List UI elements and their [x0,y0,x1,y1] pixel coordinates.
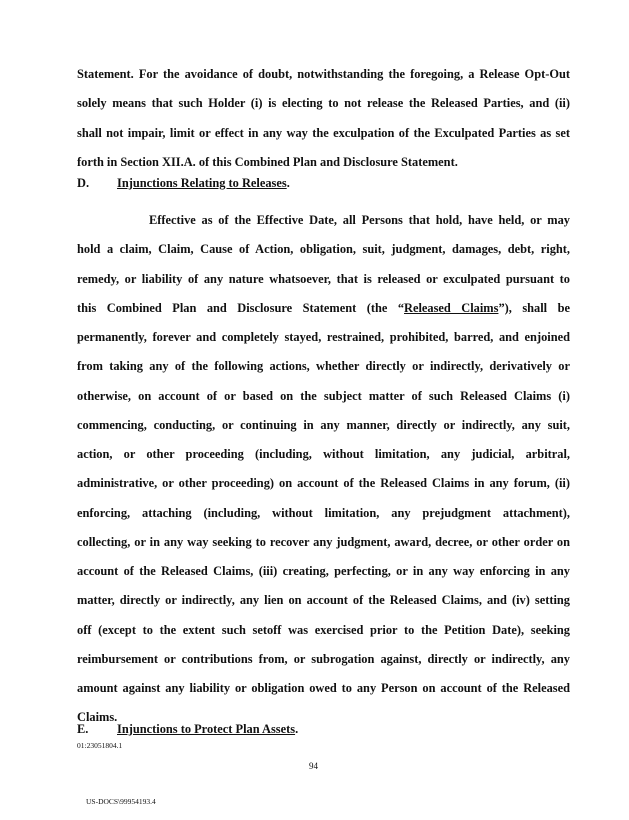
paragraph-2-line: collecting, or in any way seeking to recover any judgment, award, decree, or other order on [77,534,570,549]
paragraph-2-line: remedy, or liability of any nature whatsoever, that is released or exculpated pursuant to [77,271,570,286]
paragraph-2-line-text: this Combined Plan and Disclosure Statement (the “ [77,300,405,315]
paragraph-1-line: solely means that such Holder (i) is electing to not release the Released Parties, and (ii) [77,96,570,111]
section-e-period: . [295,722,299,736]
paragraph-2-line: otherwise, on account of or based on the subject matter of such Released Claims (i) [77,388,570,403]
paragraph-2-line [77,294,570,323]
paragraph-2-line: matter, directly or indirectly, any lien on account of the Released Claims, and (iv) setting [77,593,570,608]
paragraph-2-line: off (except to the extent such setoff was exercised prior to the Petition Date), seeking [77,622,570,637]
paragraph-2-line-text: Effective as of the Effective Date, all Persons that hold, have held, or may [149,213,570,227]
paragraph-2-line: administrative, or other proceeding) on account of the Released Claims in any forum, (ii) [77,476,570,491]
document-id-top: 01:23051804.1 [77,741,123,750]
paragraph-1-line: Statement. For the avoidance of doubt, notwithstanding the foregoing, a Release Opt-Out [77,67,570,81]
document-id-bottom: US-DOCS\99954193.4 [86,797,156,806]
paragraph-2-line [77,206,570,235]
paragraph-2 [77,206,570,733]
paragraph-2-line: Claims. [77,710,118,725]
section-e-heading [77,720,298,738]
section-d-heading [77,174,290,192]
paragraph-1-line: shall not impair, limit or effect in any way the exculpation of the Exculpated Parties as set [77,125,570,140]
paragraph-2-line: account of the Released Claims, (iii) creating, perfecting, or in any way enforcing in any [77,564,570,578]
paragraph-1-line: forth in Section XII.A. of this Combined Plan and Disclosure Statement. [77,154,458,169]
section-d-letter: D. [77,176,90,190]
section-e-title: Injunctions to Protect Plan Assets [117,722,296,736]
paragraph-2-line: hold a claim, Claim, Cause of Action, obligation, suit, judgment, damages, debt, right, [77,242,570,257]
paragraph-2-line: amount against any liability or obligation owed to any Person on account of the Released [77,681,570,695]
section-e-letter: E. [77,722,89,736]
paragraph-2-line: reimbursement or contributions from, or subrogation against, directly or indirectly, any [77,651,570,666]
page-number: 94 [309,761,318,771]
section-d-title: Injunctions Relating to Releases [117,176,287,190]
paragraph-1 [77,60,570,177]
paragraph-2-line-text: ”), shall be [498,300,570,315]
paragraph-2-line: enforcing, attaching (including, without limitation, any prejudgment attachment), [77,505,570,520]
paragraph-2-line: commencing, conducting, or continuing in any manner, directly or indirectly, any suit, [77,417,570,432]
section-d-period: . [286,176,290,190]
paragraph-2-line: from taking any of the following actions, whether directly or indirectly, derivatively or [77,359,570,374]
defined-term-released-claims: Released Claims [404,300,499,315]
paragraph-2-line: permanently, forever and completely stayed, restrained, prohibited, barred, and enjoined [77,330,570,344]
paragraph-2-line: action, or other proceeding (including, without limitation, any judicial, arbitral, [77,447,570,461]
